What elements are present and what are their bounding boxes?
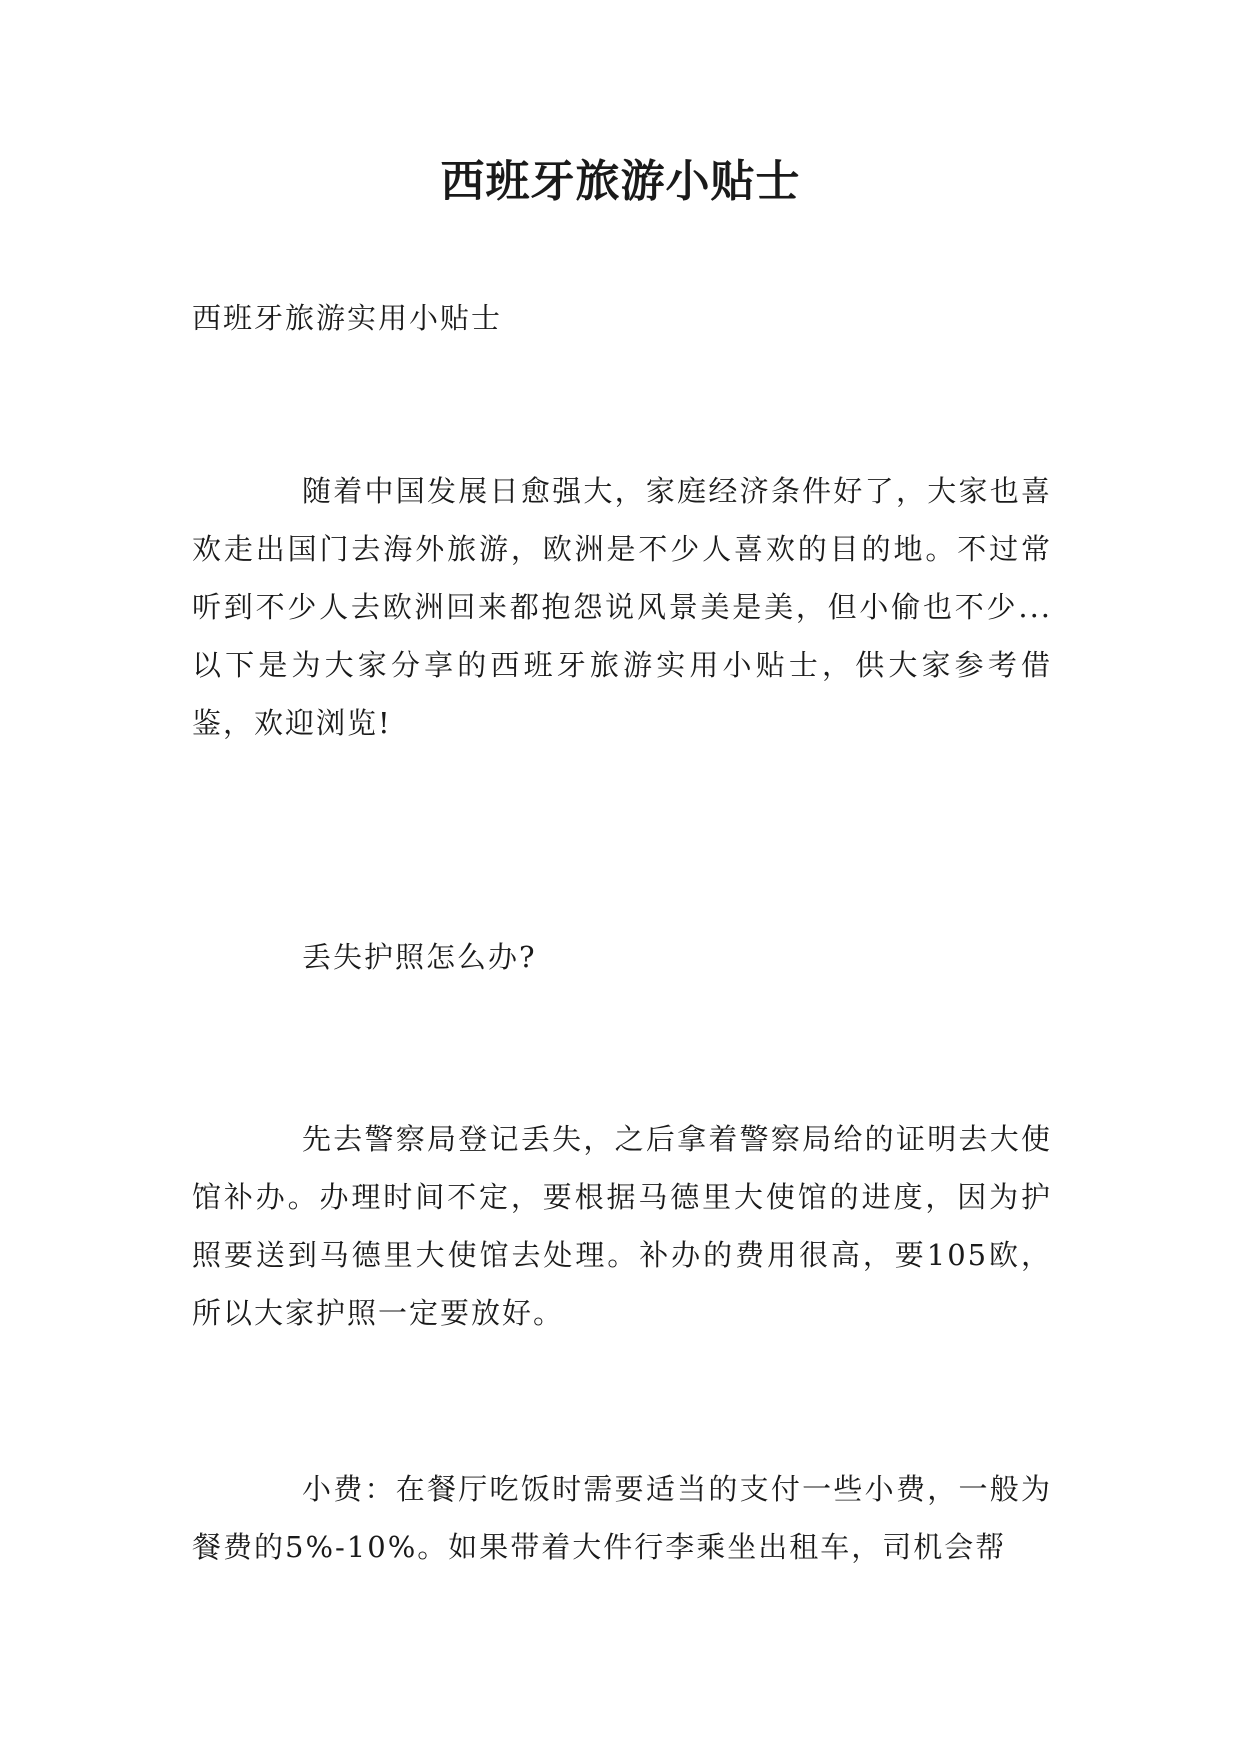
paragraph-intro: 随着中国发展日愈强大，家庭经济条件好了，大家也喜欢走出国门去海外旅游，欧洲是不少人喜欢的目的地。不过常听到不少人去欧洲回来都抱怨说风景美是美，但小偷也不少...以下是为大家分享的西班牙旅游实用小贴士，供大家参考借鉴，欢迎浏览! <box>192 474 1052 740</box>
paragraph-tips: 小费：在餐厅吃饭时需要适当的支付一些小费，一般为餐费的5%-10%。如果带着大件行李乘坐出租车，司机会帮 <box>192 1472 1052 1564</box>
paragraph-lost-passport: 先去警察局登记丢失，之后拿着警察局给的证明去大使馆补办。办理时间不定，要根据马德里大使馆的进度，因为护照要送到马德里大使馆去处理。补办的费用很高，要105欧，所以大家护照一定要放好。 <box>192 1122 1052 1330</box>
document-subtitle: 西班牙旅游实用小贴士 <box>192 301 503 335</box>
document-title: 西班牙旅游小贴士 <box>440 156 801 207</box>
paragraph-heading-lost-passport: 丢失护照怎么办? <box>302 940 537 974</box>
